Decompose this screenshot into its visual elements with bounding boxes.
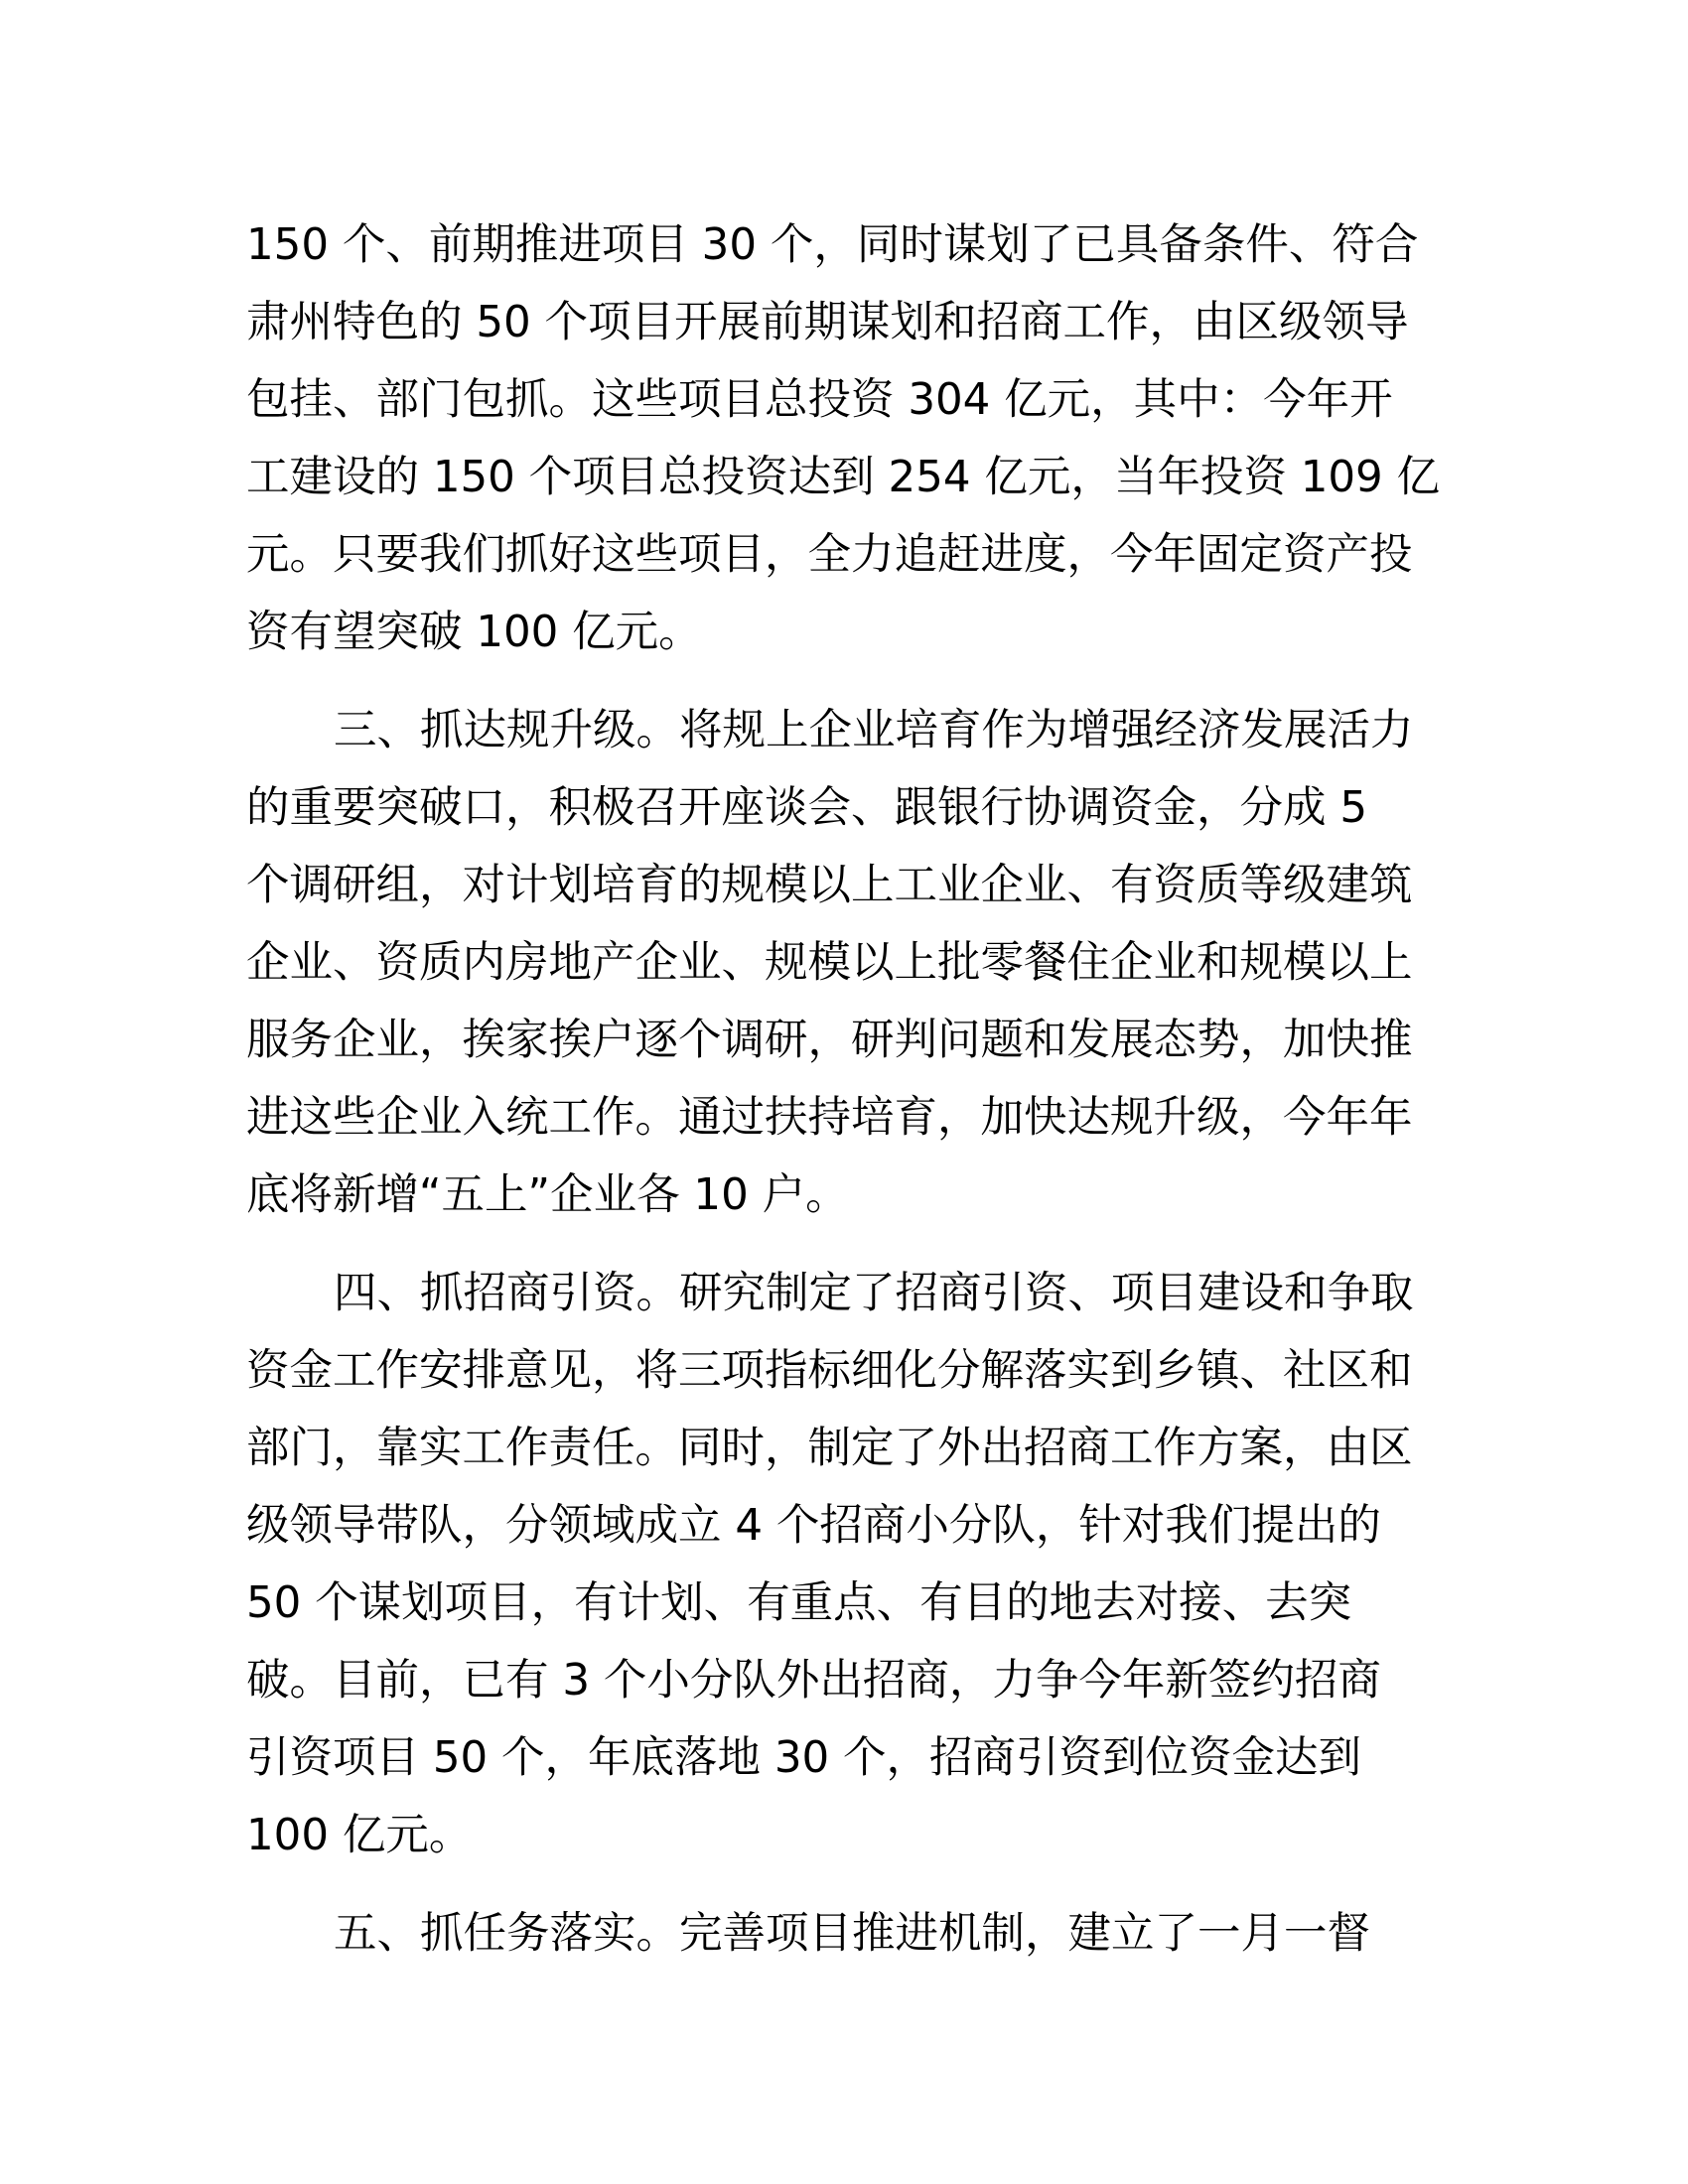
text-line: 服务企业，挨家挨户逐个调研，研判问题和发展态势，加快推 — [246, 1016, 1413, 1065]
text-line: 个调研组，对计划培育的规模以上工业企业、有资质等级建筑 — [246, 861, 1413, 910]
text-line: 部门，靠实工作责任。同时，制定了外出招商工作方案，由区 — [246, 1424, 1413, 1473]
text-line: 引资项目 50 个，年底落地 30 个，招商引资到位资金达到 — [246, 1733, 1362, 1783]
text-line: 底将新增“五上”企业各 10 户。 — [246, 1170, 849, 1220]
paragraph-investment-attraction — [246, 1255, 1442, 1874]
paragraph-investment — [246, 206, 1442, 671]
text-line: 企业、资质内房地产企业、规模以上批零餐住企业和规模以上 — [246, 938, 1413, 988]
text-line: 资金工作安排意见，将三项指标细化分解落实到乡镇、社区和 — [246, 1346, 1413, 1396]
text-line: 三、抓达规升级。将规上企业培育作为增强经济发展活力 — [334, 706, 1414, 755]
text-line: 进这些企业入统工作。通过扶持培育，加快达规升级，今年年 — [246, 1093, 1413, 1143]
document-page — [246, 206, 1442, 1993]
text-line: 破。目前，已有 3 个小分队外出招商，力争今年新签约招商 — [246, 1656, 1381, 1706]
text-line: 四、抓招商引资。研究制定了招商引资、项目建设和争取 — [334, 1269, 1414, 1318]
text-line: 包挂、部门包抓。这些项目总投资 304 亿元，其中：今年开 — [246, 375, 1393, 425]
text-line: 五、抓任务落实。完善项目推进机制，建立了一月一督 — [334, 1909, 1370, 1959]
paragraph-upgrade — [246, 692, 1442, 1234]
paragraph-implementation — [246, 1895, 1442, 1973]
text-line: 肃州特色的 50 个项目开展前期谋划和招商工作，由区级领导 — [246, 298, 1409, 347]
text-line: 100 亿元。 — [246, 1811, 473, 1860]
text-line: 级领导带队，分领域成立 4 个招商小分队，针对我们提出的 — [246, 1501, 1381, 1551]
text-line: 资有望突破 100 亿元。 — [246, 608, 702, 657]
text-line: 工建设的 150 个项目总投资达到 254 亿元，当年投资 109 亿 — [246, 453, 1441, 502]
text-line: 的重要突破口，积极召开座谈会、跟银行协调资金，分成 5 — [246, 783, 1368, 833]
text-line: 50 个谋划项目，有计划、有重点、有目的地去对接、去突 — [246, 1578, 1352, 1628]
text-line: 150 个、前期推进项目 30 个，同时谋划了已具备条件、符合 — [246, 220, 1419, 270]
text-line: 元。只要我们抓好这些项目，全力追赶进度，今年固定资产投 — [246, 530, 1413, 580]
